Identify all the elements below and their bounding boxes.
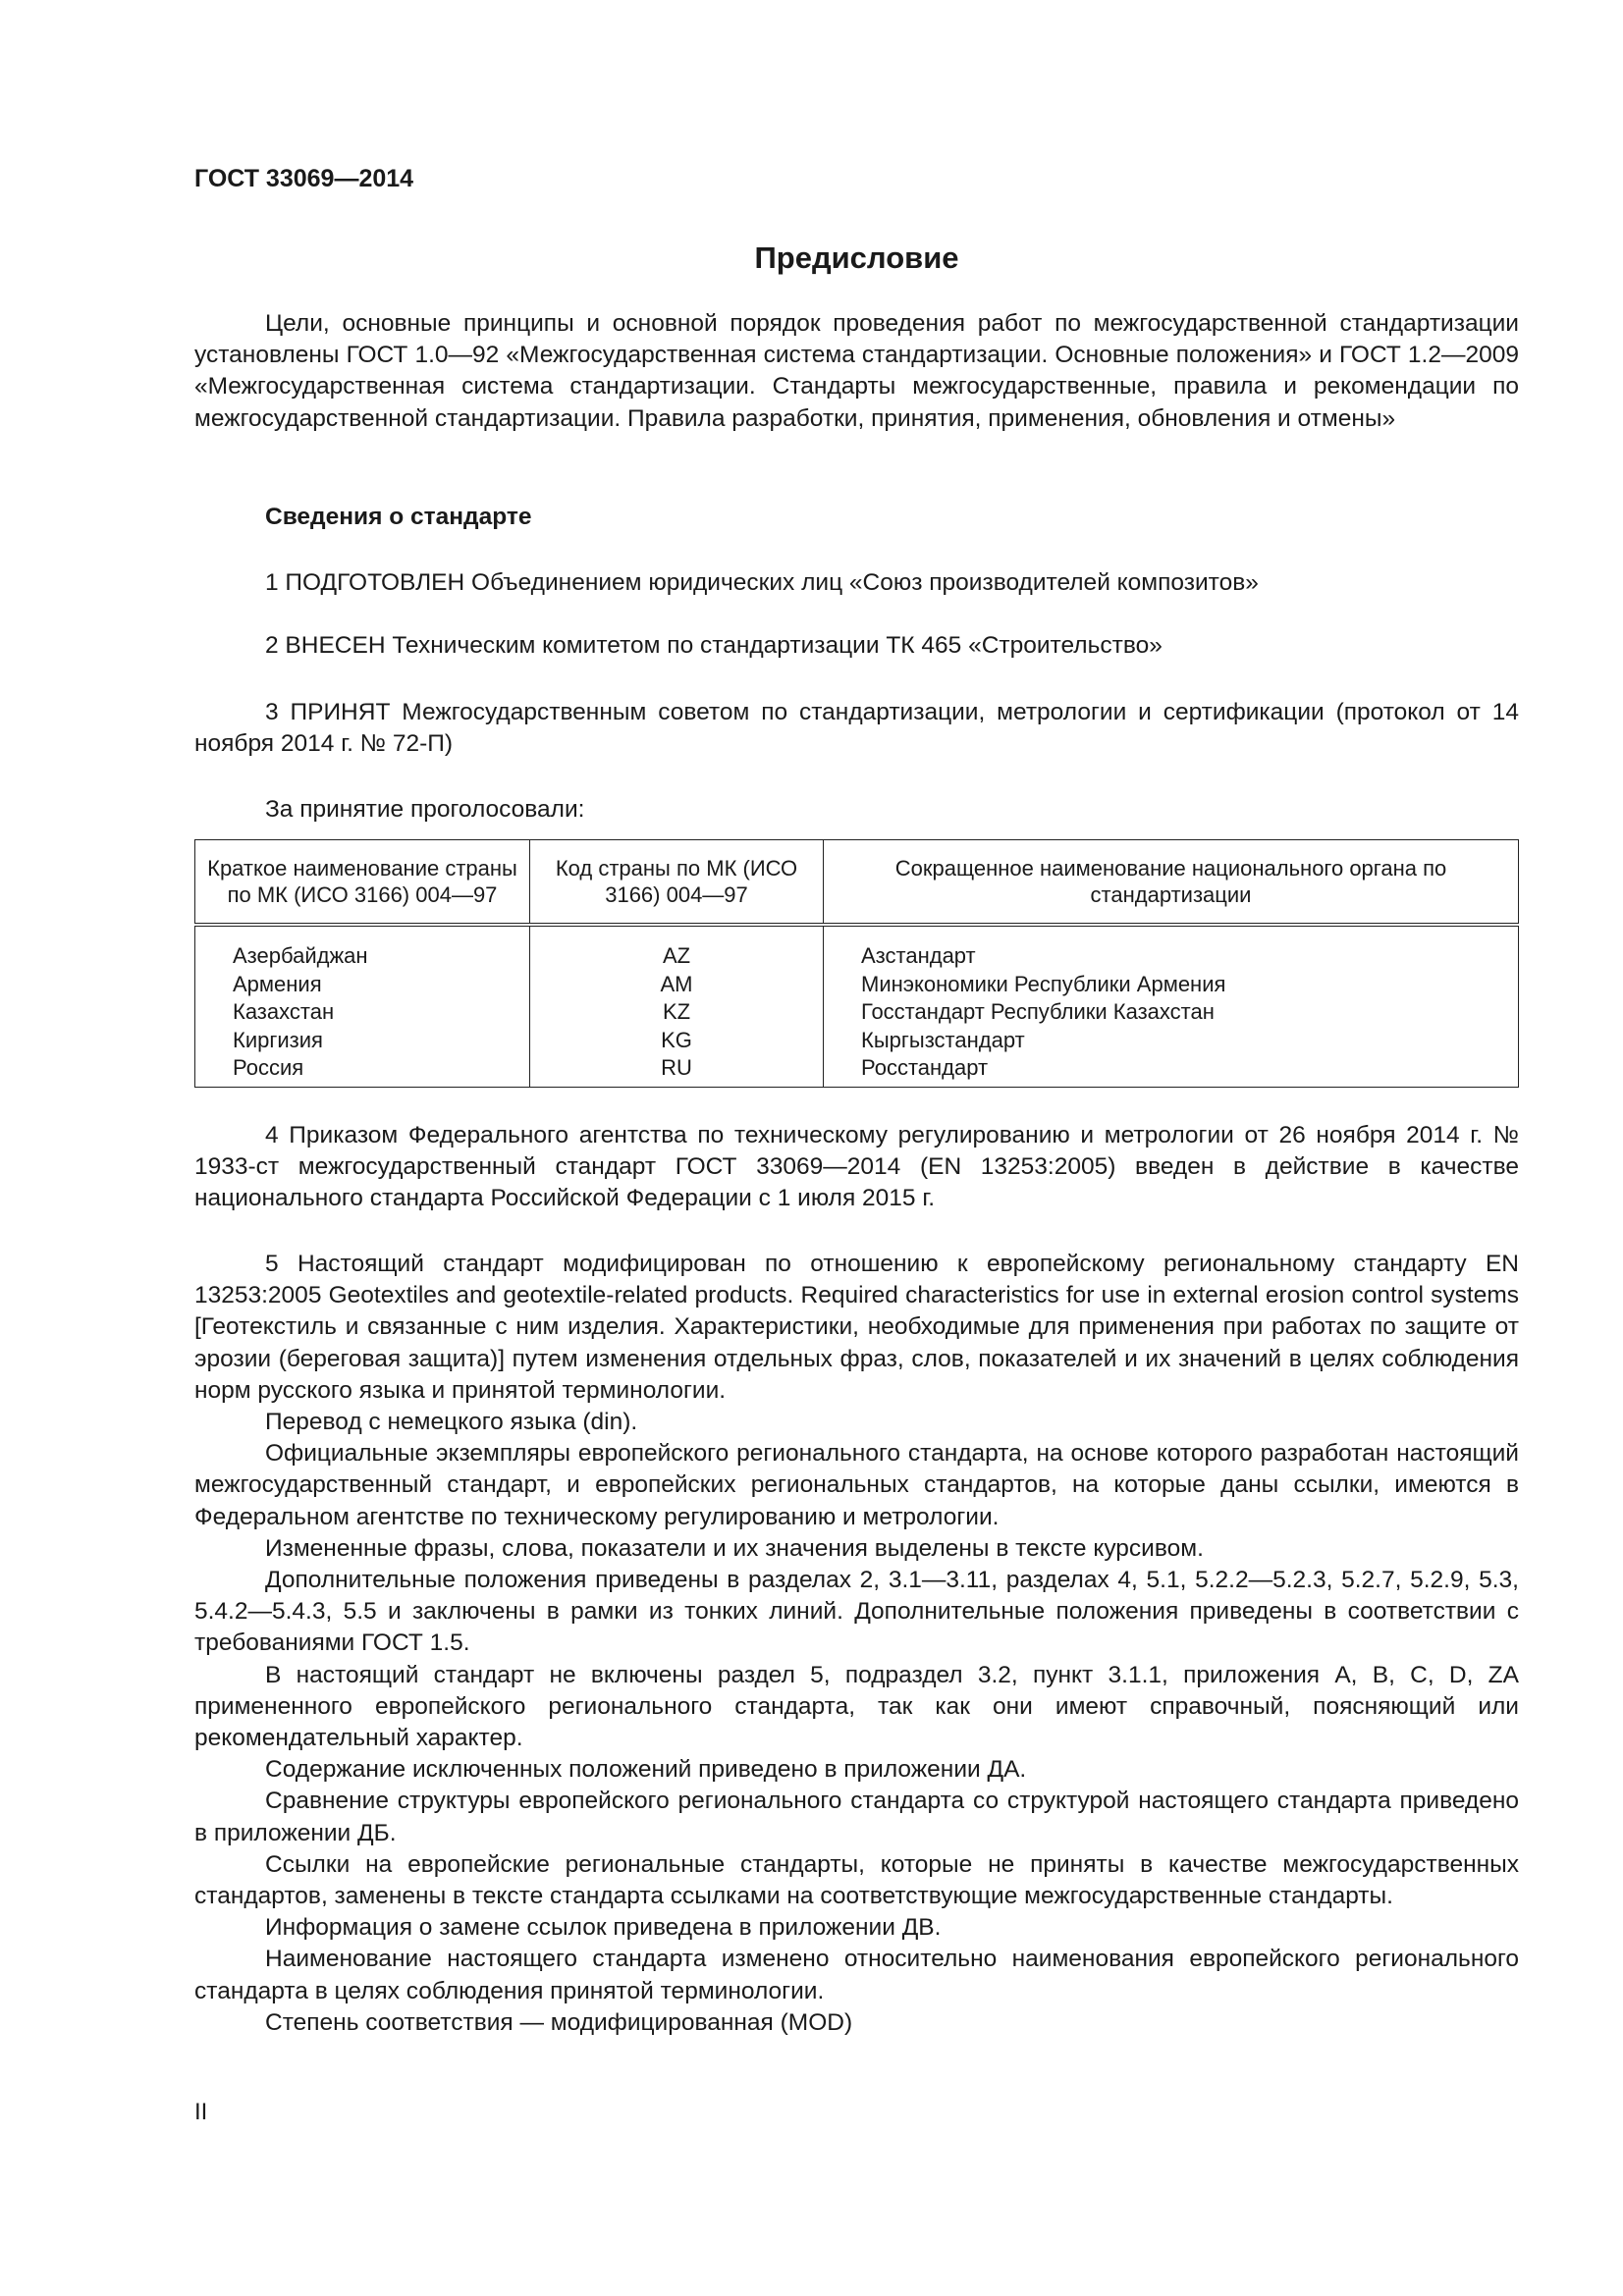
item-5-paragraph: Сравнение структуры европейского регионального стандарта со структурой настоящего стандарта приведено в приложении ДБ. xyxy=(194,1788,1519,1846)
item-5-paragraph: Наименование настоящего стандарта изменено относительно наименования европейского регионального стандарта в целях соблюдения принятой терминологии. xyxy=(194,1946,1519,2004)
item-3: 3 ПРИНЯТ Межгосударственным советом по стандартизации, метрологии и сертификации (протокол от 14 ноября 2014 г. № 72-П) xyxy=(194,699,1519,758)
document-code-header: ГОСТ 33069—2014 xyxy=(194,165,414,192)
item-5-paragraph: Информация о замене ссылок приведена в приложении ДВ. xyxy=(265,1914,942,1942)
code: AM xyxy=(530,971,824,999)
table-row xyxy=(195,971,1519,999)
item-5-paragraph: Измененные фразы, слова, показатели и их значения выделены в тексте курсивом. xyxy=(265,1534,1204,1562)
voted-label: За принятие проголосовали: xyxy=(265,796,585,823)
table-row xyxy=(195,925,1519,971)
code: RU xyxy=(530,1054,824,1087)
item-2: 2 ВНЕСЕН Техническим комитетом по стандартизации ТК 465 «Строительство» xyxy=(265,632,1163,659)
info-heading: Сведения о стандарте xyxy=(265,504,532,530)
body: Азстандарт xyxy=(824,925,1519,971)
item-5-paragraph: В настоящий стандарт не включены раздел 5, подраздел 3.2, пункт 3.1.1, приложения A, B, C, D, ZA примененного европейского регионального стандарта, так как они имеют справочный, поясняющий или рекомендательный характер. xyxy=(194,1661,1519,1752)
item-1: 1 ПОДГОТОВЛЕН Объединением юридических лиц «Союз производителей композитов» xyxy=(265,569,1259,596)
code: KZ xyxy=(530,998,824,1027)
col-header-country: Краткое наименование страны по МК (ИСО 3166) 004—97 xyxy=(195,840,530,926)
country: Армения xyxy=(195,971,530,999)
col-header-body: Сокращенное наименование национального органа по стандартизации xyxy=(824,840,1519,926)
country: Азербайджан xyxy=(195,925,530,971)
item-5-paragraph: Степень соответствия — модифицированная (MOD) xyxy=(265,2008,853,2036)
voting-table xyxy=(194,839,1519,1088)
item-5-paragraph: Официальные экземпляры европейского регионального стандарта, на основе которого разработан настоящий межгосударственный стандарт, и европейских региональных стандартов, на которые даны ссылки, имеются в Федеральном агентстве по техническому регулированию и метрологии. xyxy=(194,1440,1519,1530)
country: Россия xyxy=(195,1054,530,1087)
page-title: Предисловие xyxy=(754,240,959,275)
item-5-paragraph: Дополнительные положения приведены в разделах 2, 3.1—3.11, разделах 4, 5.1, 5.2.2—5.2.3, 5.2.7, 5.2.9, 5.3, 5.4.2—5.4.3, 5.5 и заключены в рамки из тонких линий. Дополнительные положения приведены в соответствии с требованиями ГОСТ 1.5. xyxy=(194,1567,1519,1657)
country: Казахстан xyxy=(195,998,530,1027)
code: KG xyxy=(530,1027,824,1055)
table-row xyxy=(195,1054,1519,1087)
item-5-paragraph: 5 Настоящий стандарт модифицирован по отношению к европейскому региональному стандарту EN 13253:2005 Geotextiles and geotextile-related products. Required characteristics for use in external erosion control systems [Геотекстиль и связанные с ним изделия. Характеристики, необходимые для применения при работах по защите от эрозии (береговая защита)] путем изменения отдельных фраз, слов, показателей и их значений в целях соблюдения норм русского языка и принятой терминологии. xyxy=(194,1251,1519,1404)
table-row xyxy=(195,998,1519,1027)
col-header-code: Код страны по МК (ИСО 3166) 004—97 xyxy=(530,840,824,926)
body: Госстандарт Республики Казахстан xyxy=(824,998,1519,1027)
body: Минэкономики Республики Армения xyxy=(824,971,1519,999)
page-number: II xyxy=(194,2099,208,2125)
body: Росстандарт xyxy=(824,1054,1519,1087)
code: AZ xyxy=(530,925,824,971)
intro-paragraph: Цели, основные принципы и основной порядок проведения работ по межгосударственной стандартизации установлены ГОСТ 1.0—92 «Межгосударственная система стандартизации. Основные положения» и ГОСТ 1.2—2009 «Межгосударственная система стандартизации. Стандарты межгосударственные, правила и рекомендации по межгосударственной стандартизации. Правила разработки, принятия, применения, обновления и отмены» xyxy=(194,310,1519,432)
item-5-paragraph: Ссылки на европейские региональные стандарты, которые не приняты в качестве межгосударственных стандартов, заменены в тексте стандарта ссылками на соответствующие межгосударственные стандарты. xyxy=(194,1850,1519,1910)
body: Кыргызстандарт xyxy=(824,1027,1519,1055)
item-4: 4 Приказом Федерального агентства по техническому регулированию и метрологии от 26 ноября 2014 г. № 1933-ст межгосударственный стандарт ГОСТ 33069—2014 (EN 13253:2005) введен в действие в качестве национального стандарта Российской Федерации с 1 июля 2015 г. xyxy=(194,1122,1519,1212)
country: Киргизия xyxy=(195,1027,530,1055)
table-row xyxy=(195,1027,1519,1055)
item-5-block xyxy=(194,1249,1519,2039)
item-5-paragraph: Содержание исключенных положений приведено в приложении ДА. xyxy=(265,1756,1027,1784)
item-5-paragraph: Перевод с немецкого языка (din). xyxy=(265,1409,638,1436)
